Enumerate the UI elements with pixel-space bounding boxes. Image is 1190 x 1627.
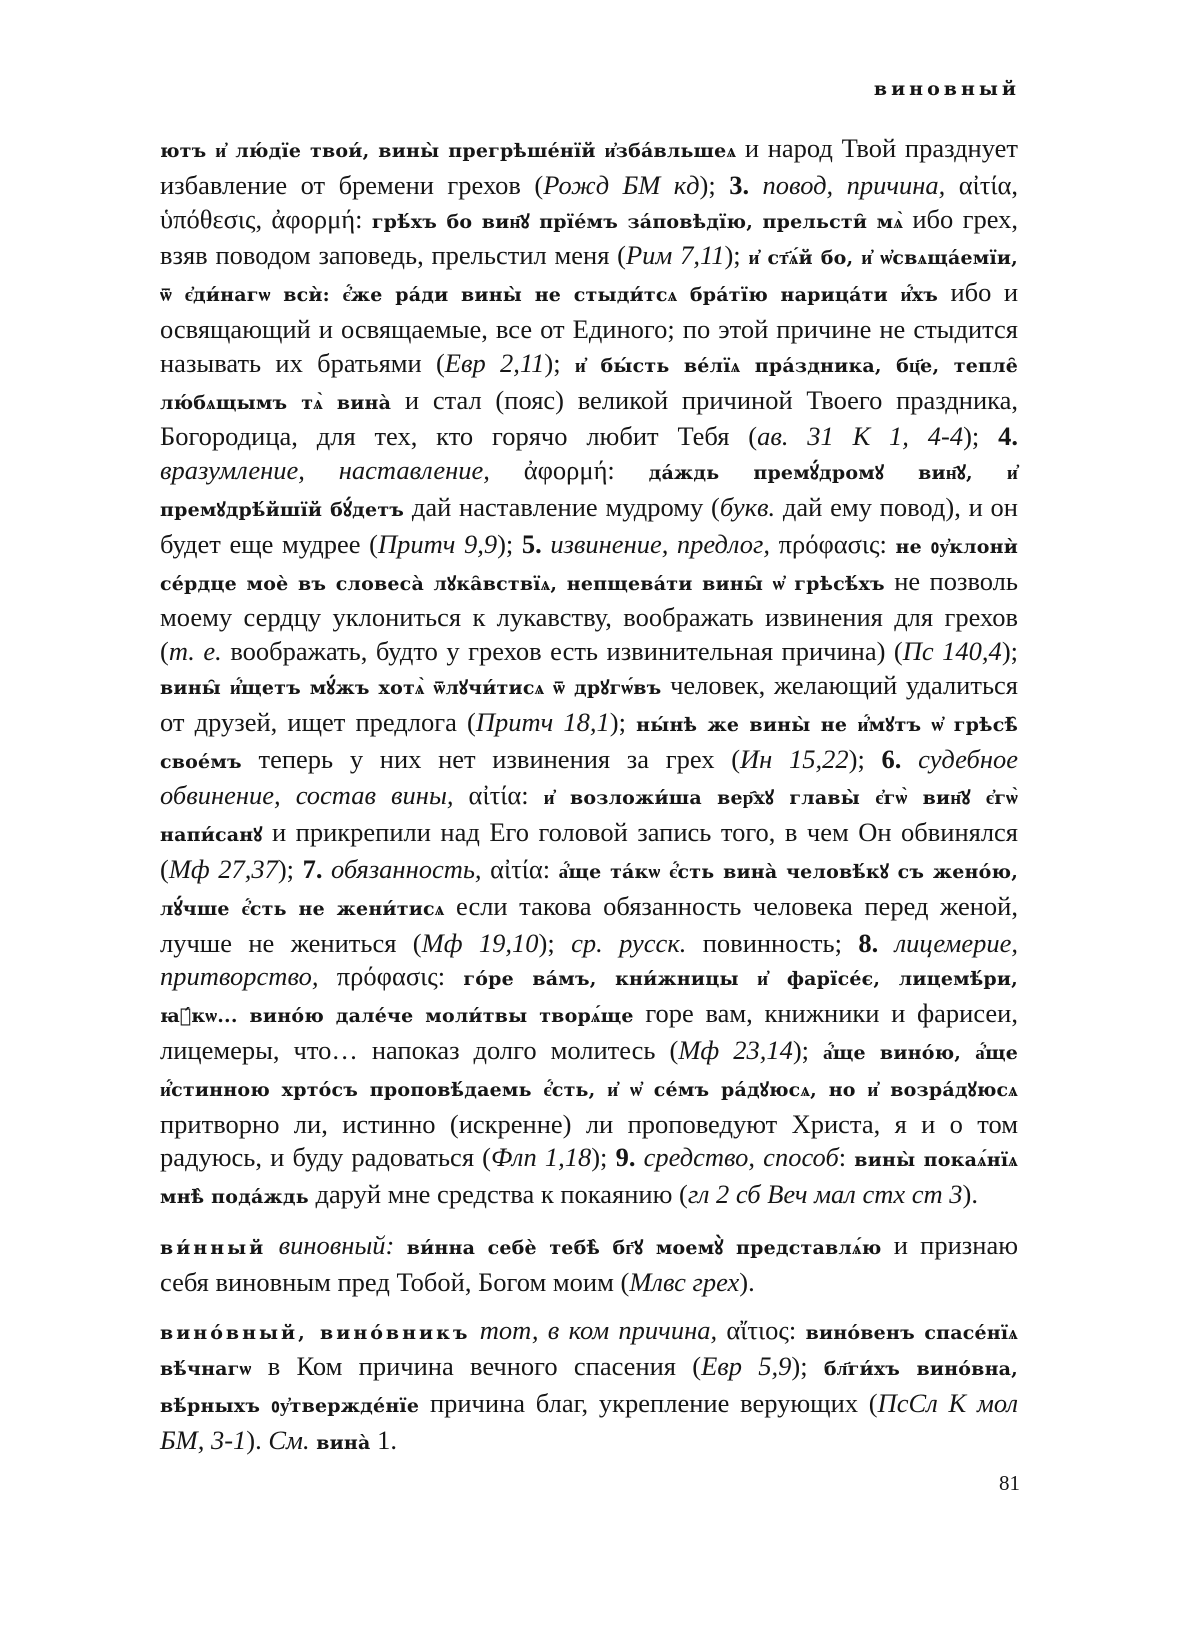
italic-text: Мф 19,10 — [421, 927, 539, 958]
gloss-text: ); — [277, 853, 303, 884]
gloss-text: в Ком причина вечного спасения ( — [251, 1351, 702, 1382]
italic-text: гл 2 сб Веч мал стх ст 3 — [687, 1179, 963, 1210]
gloss-text: и народ Твой празднует избавление от бремени грехов ( — [160, 133, 1018, 200]
gloss-text: ); — [699, 169, 730, 200]
italic-text: ав. 31 К 1, 4-4 — [757, 421, 964, 452]
gloss-text: теперь у них нет извинения за грех ( — [241, 743, 741, 774]
church-slavonic-text: вина̀ — [316, 1431, 371, 1454]
italic-text: средство, способ — [643, 1142, 839, 1173]
gloss-text: дай наставление мудрому ( — [404, 491, 720, 522]
gloss-text — [635, 1142, 643, 1172]
italic-text: Евр 5,9 — [701, 1351, 792, 1382]
gloss-text: ); — [538, 927, 572, 958]
italic-text: Мф 23,14 — [678, 1034, 793, 1065]
gloss-text: ); — [591, 1142, 616, 1173]
italic-text: тот, в ком причина, — [479, 1314, 718, 1345]
entry-vina-continued — [160, 132, 1018, 1215]
gloss-text: притворно ли, истинно (искренне) ли проповедуют Христа, я и о том радуюсь, и буду радоваться ( — [160, 1108, 1018, 1173]
gloss-text: дай ему повод), и он будет еще мудрее ( — [160, 491, 1018, 559]
gloss-text: ); — [609, 706, 637, 737]
italic-text: букв. — [719, 491, 776, 522]
italic-text: ПсСл К мол БМ, 3-1 — [160, 1388, 1018, 1455]
italic-text: т. е. — [168, 636, 222, 667]
sense-number: 5. — [521, 528, 542, 559]
gloss-text: αἰτία: — [453, 780, 544, 811]
church-slavonic-text: а҆́ще вино́ю, а҆́ще и҆́стинною хрто́съ проповѣ́даемь є҆́сть, и҆ ѡ҆ се́мъ ра́дꙋюсѧ, но и҆ возра́дꙋюсѧ — [160, 1041, 1019, 1101]
gloss-text: ); — [792, 1034, 823, 1065]
italic-text: Притч 18,1 — [475, 706, 610, 737]
gloss-text: и прикрепили над Его головой запись того, в чем Он обвинялся ( — [160, 817, 1018, 884]
gloss-text: человек, желающий удалиться от друзей, ищет предлога ( — [160, 669, 1018, 737]
gloss-text: πρόφασις: — [770, 528, 896, 559]
church-slavonic-text: ютъ и҆ лю́дїе твои́, вины̀ прегрѣше́нїй и҆зба́вльшеѧ — [160, 140, 737, 162]
gloss-text: если такова обязанность человека перед женой, лучше не жениться ( — [160, 890, 1018, 958]
gloss-text — [749, 170, 762, 200]
gloss-text: не позволь моему сердцу уклониться к лукавству, воображать извинения для грехов ( — [160, 565, 1018, 667]
gloss-text: ибо и освящающий и освящаемые, все от Единого; по этой причине не стыдится называть их братьями ( — [160, 277, 1018, 378]
gloss-text — [470, 1315, 479, 1345]
italic-text: вразумление, наставление, — [160, 455, 490, 486]
gloss-text: ); — [1001, 636, 1018, 667]
gloss-text: πρόφασις: — [318, 961, 464, 992]
italic-text: извинение, предлог, — [550, 528, 771, 559]
page-number: 81 — [999, 1471, 1020, 1495]
italic-text: Притч 9,9 — [377, 528, 498, 559]
gloss-text: воображать, будто у грехов есть извинительная причина) ( — [221, 636, 903, 667]
headword: вино́вный, вино́вникъ — [160, 1321, 471, 1344]
gloss-text: αἰτία: — [481, 853, 559, 884]
gloss-text: ); — [848, 743, 882, 774]
sense-number: 6. — [881, 743, 902, 774]
sense-number: 4. — [998, 421, 1018, 452]
italic-text: виновный: — [278, 1229, 395, 1260]
gloss-text — [901, 744, 918, 774]
gloss-text: ). — [246, 1424, 269, 1455]
gloss-text: ибо грех, взяв поводом заповедь, прельстил меня ( — [160, 203, 1019, 271]
italic-text: Флп 1,18 — [490, 1142, 592, 1173]
church-slavonic-text: не ᲂу҆клонѝ се́рдце моѐ въ словеса̀ лꙋка̑вствїѧ, непщева́ти вины̑ ѡ҆ грѣсѣ́хъ — [160, 535, 1018, 595]
dictionary-text — [160, 132, 1018, 1461]
italic-text: См. — [268, 1424, 310, 1455]
gloss-text: и стал (пояс) великой причиной Твоего праздника, Богородица, для тех, кто горячо любит Тебя ( — [160, 384, 1018, 452]
gloss-text: : — [838, 1142, 855, 1173]
gloss-text: αἴτιος: — [717, 1314, 806, 1345]
church-slavonic-text: и҆ ст҃ѧ́й бо, и҆ ѡ҆свѧща́емїи, ѿ є҆ди́нагѡ всѝ: є҆́же ра́ди вины̀ не стыди́тсѧ бра́тїю нарица́ти и҆́хъ — [160, 247, 1018, 307]
running-head: виновный — [873, 78, 1020, 100]
gloss-text: ). — [739, 1266, 755, 1297]
gloss-text: ἀφορμή: — [489, 455, 649, 486]
gloss-text — [394, 1230, 406, 1260]
italic-text: Евр 2,11 — [444, 347, 545, 378]
italic-text: Мф 27,37 — [168, 853, 278, 884]
gloss-text — [322, 854, 331, 884]
entry-vinnyj — [160, 1229, 1018, 1300]
gloss-text — [266, 1230, 278, 1260]
italic-text: Пс 140,4 — [902, 636, 1002, 667]
church-slavonic-text: ны́нѣ же вины̀ не и҆́мꙋтъ ѡ҆ грѣсѣ̑ свое́мъ — [160, 713, 1019, 773]
entry-vinovnyj — [160, 1314, 1018, 1461]
church-slavonic-text: го́ре ва́мъ, кни́жницы и҆ фарїсе́є, лицемѣ́ри, ꙗ҆́кѡ... вино́ю дале́че моли́твы творѧ́ще — [160, 968, 1018, 1028]
gloss-text: даруй мне средства к покаянию ( — [308, 1179, 688, 1210]
gloss-text: 1. — [370, 1424, 398, 1455]
gloss-text: горе вам, книжники и фарисеи, лицемеры, что… напоказ долго молитесь ( — [160, 998, 1018, 1065]
gloss-text: и признаю себя виновным пред Тобой, Богом моим ( — [160, 1229, 1019, 1297]
church-slavonic-text: вино́венъ спасе́нїѧ вѣ́чнагѡ — [160, 1321, 1018, 1381]
gloss-text: ). — [962, 1179, 978, 1210]
church-slavonic-text: и҆ возложи́ша вер҄хꙋ главы̀ є҆гѡ̀ вин҄ꙋ є҆гѡ̀ напи́санꙋ — [160, 787, 1018, 847]
gloss-text: повинность; — [686, 927, 859, 958]
church-slavonic-text: вины̀ покаѧ́нїѧ мнѣ̀ пода́ждь — [160, 1149, 1019, 1209]
gloss-text: ); — [497, 528, 522, 559]
gloss-text: ); — [963, 421, 999, 452]
italic-text: ср. русск. — [571, 927, 687, 958]
italic-text: Рожд БМ кд — [543, 169, 700, 200]
gloss-text: ); — [724, 240, 749, 271]
sense-number: 3. — [729, 169, 750, 200]
headword: ви́нный — [160, 1236, 267, 1259]
gloss-text: αἰτία, ὑπόθεσις, ἀφορμή: — [160, 169, 1019, 234]
sense-number: 9. — [615, 1142, 636, 1173]
italic-text: Ин 15,22 — [740, 743, 849, 774]
church-slavonic-text: ви́нна себѐ тебѣ̀ бг҃ꙋ моемꙋ̀ представлѧ́ю — [406, 1236, 882, 1259]
church-slavonic-text: грѣ́хъ бо вин҄ꙋ прїе́мъ за́повѣдїю, прельсти̑ мѧ̀ — [371, 210, 904, 233]
italic-text: Млвс грех — [629, 1266, 740, 1297]
church-slavonic-text: бл҃ги́хъ вино́вна, вѣ́рныхъ ᲂу҆твержде́нїе — [160, 1358, 1018, 1418]
gloss-text: ); — [791, 1351, 824, 1382]
italic-text: обязанность, — [330, 853, 482, 884]
gloss-text: ); — [544, 347, 575, 378]
gloss-text — [878, 928, 894, 958]
church-slavonic-text: и҆ бы́сть ве́лїѧ пра́здника, бц҃е, тепле̑ лю́бѧщымъ тѧ̀ вина̀ — [160, 354, 1018, 414]
church-slavonic-text: вины̑ и҆́щетъ мꙋ́жъ хотѧ̀ ѿлꙋчи́тисѧ ѿ дрꙋгѡ́въ — [160, 676, 662, 699]
italic-text: лицемерие, притворство, — [160, 927, 1018, 992]
sense-number: 7. — [302, 853, 323, 884]
italic-text: Рим 7,11 — [625, 240, 725, 271]
italic-text: повод, причина, — [762, 169, 946, 200]
gloss-text: причина благ, укрепление верующих ( — [419, 1388, 878, 1419]
italic-text: судебное обвинение, состав вины, — [160, 743, 1019, 811]
sense-number: 8. — [858, 927, 879, 958]
church-slavonic-text: да́ждь премꙋ́дромꙋ вин҄ꙋ, и҆ премꙋдрѣ́йшїй бꙋ́детъ — [160, 462, 1018, 521]
church-slavonic-text: а҆́ще та́кѡ є҆́сть вина̀ человѣ́кꙋ съ жено́ю, лꙋ́чше є҆́сть не жени́тисѧ — [160, 860, 1019, 920]
